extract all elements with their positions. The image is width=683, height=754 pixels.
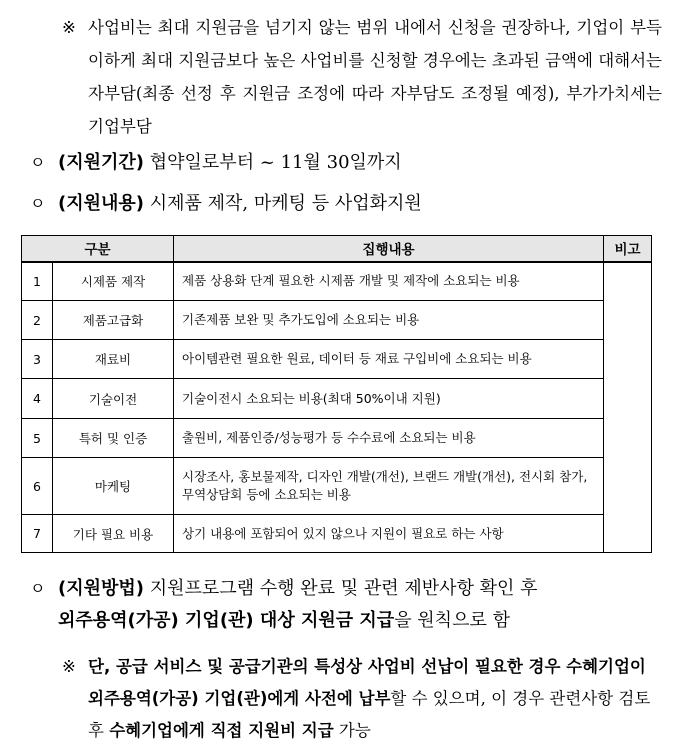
header-content: 집행내용	[174, 236, 604, 262]
table-header-row	[22, 236, 652, 262]
row-content: 시장조사, 홍보물제작, 디자인 개발(개선), 브랜드 개발(개선), 전시회 참가, 무역상담회 등에 소요되는 비용	[174, 458, 604, 515]
row-number: 1	[22, 262, 53, 301]
header-remark: 비고	[604, 236, 652, 262]
table-row	[22, 262, 652, 301]
support-method-text-end: 을 원칙으로 함	[394, 610, 510, 631]
notice-prepayment	[62, 651, 662, 747]
row-category: 재료비	[53, 340, 174, 379]
support-period-label: (지원기간)	[58, 152, 145, 173]
reference-mark: ※	[62, 657, 76, 676]
row-category: 시제품 제작	[53, 262, 174, 301]
table-row	[22, 301, 652, 340]
support-method-text: 지원프로그램 수행 완료 및 관련 제반사항 확인 후	[149, 578, 538, 599]
table-row	[22, 419, 652, 458]
expense-table	[21, 235, 652, 553]
row-content: 출원비, 제품인증/성능평가 등 수수료에 소요되는 비용	[174, 419, 604, 458]
notice-prepayment-bold-1: 단, 공급 서비스 및 공급기관의 특성상 사업비 선납이 필요한 경우 수혜기업이 외주용역(가공) 기업(관)에게 사전에 납부	[88, 657, 646, 708]
row-category: 기타 필요 비용	[53, 515, 174, 553]
table-row	[22, 340, 652, 379]
support-period-text: 협약일로부터 ~ 11월 30일까지	[149, 152, 402, 173]
support-method-emphasis: 외주용역(가공) 기업(관) 대상 지원금 지급	[58, 610, 395, 631]
row-number: 7	[22, 515, 53, 553]
row-category: 제품고급화	[53, 301, 174, 340]
support-method-label: (지원방법)	[58, 578, 145, 599]
table-row	[22, 515, 652, 553]
row-content: 기술이전시 소요되는 비용(최대 50%이내 지원)	[174, 379, 604, 419]
notice-budget-text: 사업비는 최대 지원금을 넘기지 않는 범위 내에서 신청을 권장하나, 기업이 부득이하게 최대 지원금보다 높은 사업비를 신청할 경우에는 초과된 금액에 대해서는 자부담(최종 선정 후 지원금 조정에 따라 자부담도 조정될 예정), 부가가치세는 기업부담	[88, 18, 662, 136]
support-content	[30, 189, 422, 219]
header-category: 구분	[22, 236, 174, 262]
row-content: 아이템관련 필요한 원료, 데이터 등 재료 구입비에 소요되는 비용	[174, 340, 604, 379]
row-number: 3	[22, 340, 53, 379]
support-content-label: (지원내용)	[58, 193, 145, 214]
row-category: 기술이전	[53, 379, 174, 419]
notice-prepayment-plain-1: 할 수 있으며, 이 경우 관련사항 검토 후	[88, 689, 651, 740]
reference-mark: ※	[62, 18, 76, 37]
notice-prepayment-text	[88, 651, 662, 747]
notice-prepayment-plain-2: 가능	[333, 721, 371, 740]
bullet-marker: ㅇ	[30, 153, 46, 172]
remark-cell	[604, 262, 652, 553]
row-content: 제품 상용화 단계 필요한 시제품 개발 및 제작에 소요되는 비용	[174, 262, 604, 301]
row-category: 마케팅	[53, 458, 174, 515]
row-number: 4	[22, 379, 53, 419]
row-number: 2	[22, 301, 53, 340]
bullet-marker: ㅇ	[30, 579, 46, 598]
row-category: 특허 및 인증	[53, 419, 174, 458]
bullet-marker: ㅇ	[30, 194, 46, 213]
row-number: 6	[22, 458, 53, 515]
row-content: 기존제품 보완 및 추가도입에 소요되는 비용	[174, 301, 604, 340]
support-content-text: 시제품 제작, 마케팅 등 사업화지원	[149, 193, 422, 214]
row-number: 5	[22, 419, 53, 458]
row-content: 상기 내용에 포함되어 있지 않으나 지원이 필요로 하는 사항	[174, 515, 604, 553]
support-method	[30, 573, 656, 637]
notice-budget	[62, 11, 662, 143]
table-row	[22, 379, 652, 419]
notice-prepayment-bold-2: 수혜기업에게 직접 지원비 지급	[109, 721, 334, 740]
table-row	[22, 458, 652, 515]
support-period	[30, 148, 402, 178]
